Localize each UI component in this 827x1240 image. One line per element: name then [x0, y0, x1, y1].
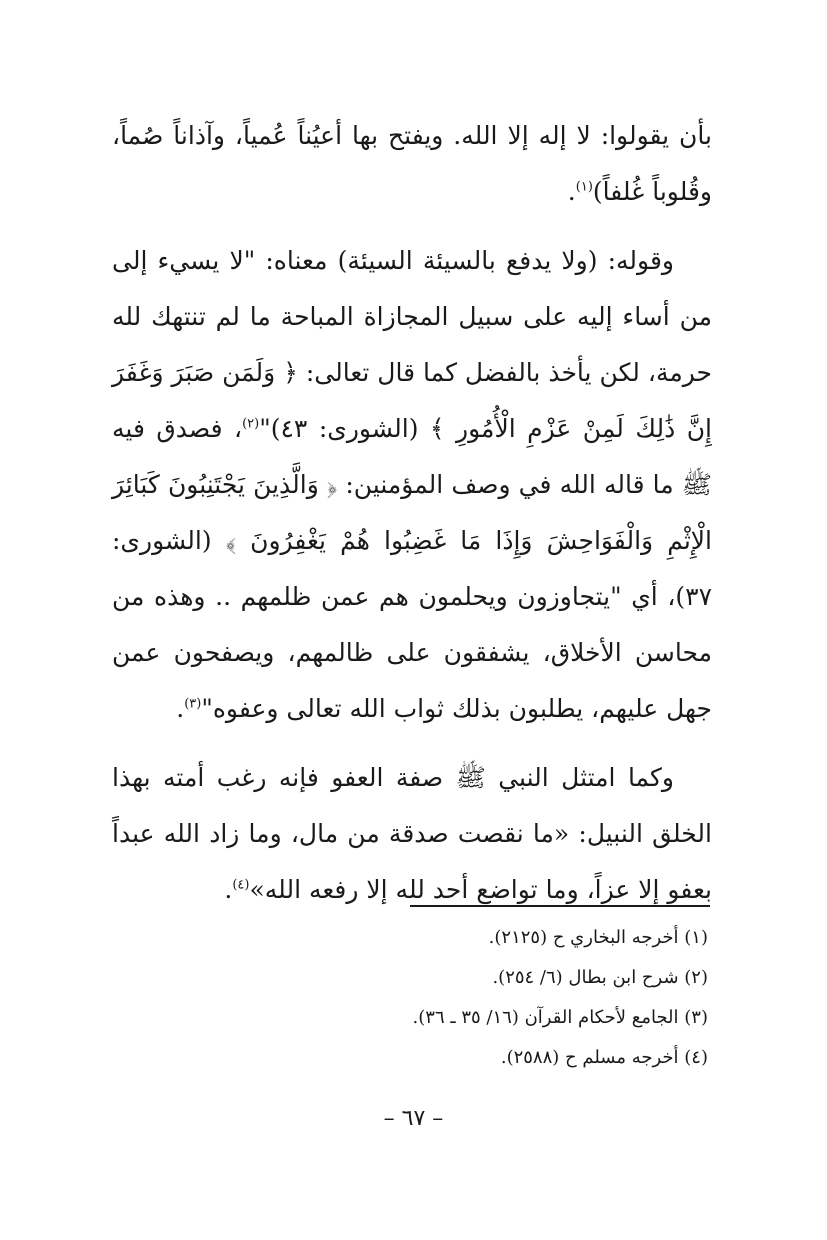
- paragraph-3-tail: .: [224, 875, 233, 904]
- footnote-ref-1: (١): [575, 179, 593, 195]
- footnotes: [112, 918, 708, 1078]
- main-text: [112, 108, 712, 931]
- footnote-ref-4: (٤): [232, 877, 250, 893]
- paragraph-1: [112, 108, 712, 220]
- paragraph-1-tail: .: [567, 177, 576, 206]
- paragraph-2-tail: ، فصدق فيه ﷺ ما قاله الله في وصف المؤمنين: ﴿ وَالَّذِينَ يَجْتَنِبُونَ كَبَائِرَ الْإِثْمِ وَالْفَوَاحِشَ وَإِذَا مَا غَضِبُوا هُمْ يَغْفِرُونَ ﴾ (الشورى: ٣٧)، أي "يتجاوزون ويحلمون هم عمن ظلمهم .. وهذه من محاسن الأخلاق، يشفقون على ظالمهم، ويصفحون عمن جهل عليهم، يطلبون بذلك ثواب الله تعالى وعفوه": [112, 414, 712, 723]
- footnote-3: (٣) الجامع لأحكام القرآن (١٦/ ٣٥ ـ ٣٦).: [412, 1007, 708, 1028]
- paragraph-2-tail-2: .: [176, 694, 185, 723]
- paragraph-3: [112, 750, 712, 918]
- footnote-4: (٤) أخرجه مسلم ح (٢٥٨٨).: [500, 1047, 708, 1068]
- footnote-ref-3: (٣): [184, 696, 202, 712]
- footnote-2: (٢) شرح ابن بطال (٦/ ٢٥٤).: [492, 967, 708, 988]
- footnote-1: (١) أخرجه البخاري ح (٢١٢٥).: [488, 927, 708, 948]
- page-number: – ٦٧ –: [383, 1106, 444, 1131]
- paragraph-2: [112, 233, 712, 737]
- footnote-ref-2: (٢): [242, 416, 260, 432]
- paragraph-1-text: بأن يقولوا: لا إله إلا الله. ويفتح بها أعيُناً عُمياً، وآذاناً صُماً، وقُلوباً غُلفاً): [112, 121, 712, 206]
- footnote-separator: [410, 905, 710, 907]
- paragraph-3-text: وكما امتثل النبي ﷺ صفة العفو فإنه رغب أمته بهذا الخلق النبيل: «ما نقصت صدقة من مال، وما زاد الله عبداً بعفو إلا عزاً، وما تواضع أحد لله إلا رفعه الله»: [112, 763, 712, 904]
- paragraph-2-text: وقوله: (ولا يدفع بالسيئة السيئة) معناه: "لا يسيء إلى من أساء إليه على سبيل المجازاة المباحة ما لم تنتهك لله حرمة، لكن يأخذ بالفضل كما قال تعالى: ﴿ وَلَمَن صَبَرَ وَغَفَرَ إِنَّ ذَٰلِكَ لَمِنْ عَزْمِ الْأُمُورِ ﴾ (الشورى: ٤٣)": [112, 246, 712, 443]
